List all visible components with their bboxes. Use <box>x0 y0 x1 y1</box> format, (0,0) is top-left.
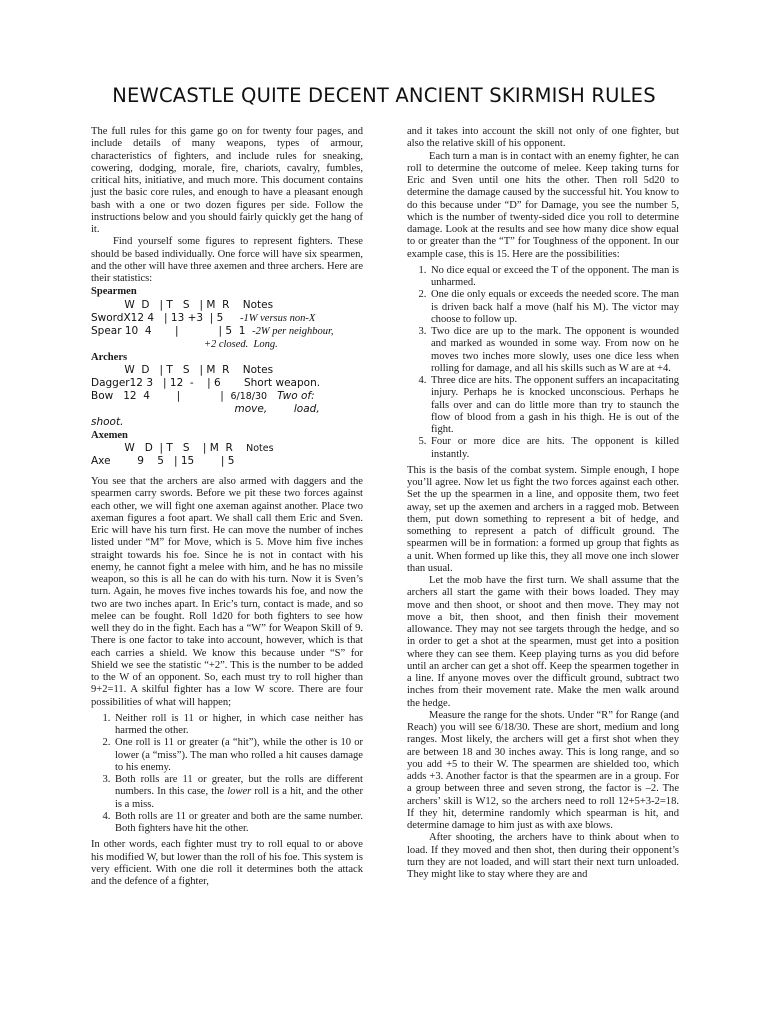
hit-possibilities-list <box>91 713 363 836</box>
intro-paragraph: The full rules for this game go on for twenty four pages, and include details of many weapons, types of armour, characteristics of fighters, and include rules for sneaking, cowering, dodging, morale, fire, chariots, cavalry, fumbles, critical hits, initiative, and much more. This document contains just the basic core rules, and enough to have a pleasant enough bash with a one or two dozen figures per side. Follow the instructions below and you should fairly quickly get the hang of it. <box>91 126 363 235</box>
continuation-paragraph: and it takes into account the skill not only of one fighter, but also the relative skill of his opponent. <box>407 126 679 150</box>
spearmen-stat-row-spear-cont <box>91 338 363 351</box>
spearmen-spear-note: -2W per neighbour, <box>252 325 334 337</box>
list-item: 2. One roll is 11 or greater (a “hit”), while the other is 10 or lower (a “miss”). The man who rolled a hit causes damage to his enemy. <box>113 737 363 774</box>
archers-stat-row-dagger: Dagger12 3 | 12 - | 6 Short weapon. <box>91 376 321 389</box>
range-paragraph: Measure the range for the shots. Under “R” for Range (and Reach) you will see 6/18/30. These are short, medium and long ranges. Most likely, the archers will get a first shot when they are between 18 and 30 inches away. This is long range, and so you add +5 to their W. The spearmen are shielded too, which adds +3. Another factor is that the spearmen are in a group. For a group between three and seven strong, the factor is –2. The archers’ skill is W12, so the archers need to roll 12+5+3-2=18. If they hit, determine randomly which spearman is hit, and determine damage to him just as with axe blows. <box>407 709 679 831</box>
axemen-heading: Axemen <box>91 429 128 441</box>
spearmen-heading: Spearmen <box>91 286 137 298</box>
archers-stat-row-bow <box>91 390 363 403</box>
spearmen-sword-note: -1W versus non-X <box>240 312 316 324</box>
damage-possibilities-list <box>407 265 679 461</box>
combat-system-paragraph: This is the basis of the combat system. Simple enough, I hope you’ll agree. Now let us fight the two forces against each other. Set the up the spearmen in a line, and opposite them, two feet away, set up the axemen and archers in a ragged mob. Between them, put down something to represent a bit of hedge, and something to represent a patch of difficult ground. The spearmen will be in formation: a formed up group that fights as a unit. When formed up like this, they all move one inch slower than usual. <box>407 464 679 574</box>
archers-bow-note: Two of: <box>267 389 315 402</box>
spearmen-stat-header: W D | T S | M R Notes <box>91 298 274 311</box>
list-item: 4. Three dice are hits. The opponent suffers an incapacitating injury. Perhaps he is knocked unconscious. Perhaps he falls over and can do little more than try to staunch the flow of blood from a gash in his thigh. He is out of the fight. <box>429 375 679 436</box>
right-column <box>407 126 679 881</box>
spearmen-sword-values: SwordX12 4 | 13 +3 | 5 <box>91 311 241 324</box>
archers-stat-header: W D | T S | M R Notes <box>91 363 274 376</box>
melee-example-paragraph: You see that the archers are also armed with daggers and the spearmen carry swords. Before we pit these two forces against each other, we will fight one axeman against another. Place two axeman figures a foot apart. We shall call them Eric and Sven. Eric will have his turn first. He can move the number of inches listed under “M” for Move, which is 5. Move him five inches straight towards his foe. Since he is not in contact with his enemy, he cannot fight a melee with him, and he has no missile weapon, so this is all he can do with his turn. Now it is Sven’s turn. Again, he moves five inches towards his foe, and now the two are two inches apart. In Eric’s turn, contact is made, and so melee can be fought. Roll 1d20 for both fighters to see how well they do in the fight. Each has a “W” for Weapon Skill of 9. There is one factor to take into account, however, which is that each carries a shield. We know this because under “S” for Shield we see the statistic “+2”. This is the number to be added to the W of an opponent. So, each must try to roll higher than 9+2=11. A skilful fighter has a low W score. There are four possibilities of what will happen; <box>91 476 363 708</box>
loading-paragraph: After shooting, the archers have to think about when to load. If they moved and then shot, then during their opponent’s turn they are not loaded, and will start their next turn unloaded. They might like to stay where they are and <box>407 832 679 880</box>
axemen-stat-row-axe: Axe 9 5 | 15 | 5 <box>91 455 235 467</box>
axemen-stat-header <box>91 442 363 455</box>
archers-bow-values: Bow 12 4 | | <box>91 389 231 402</box>
archers-heading: Archers <box>91 351 128 363</box>
spearmen-spear-note-cont: +2 closed. Long. <box>91 338 278 350</box>
list-item: 1. No dice equal or exceed the T of the opponent. The man is unharmed. <box>429 265 679 290</box>
left-column <box>91 126 363 888</box>
damage-paragraph: Each turn a man is in contact with an enemy fighter, he can roll to determine the outcome of melee. Keep taking turns for Eric and Sven until one hits the other. Then roll 5d20 to determine the damage caused by the successful hit. You know to do this because under “D” for Damage, you see the number 5, which is the number of twenty-sided dice you roll to determine damage. Look at the results and see how many dice show equal to or greater than the “T” for Toughness of the opponent. In our example case, this is 15. Here are the possibilities: <box>407 150 679 260</box>
list-item: 3. Two dice are up to the mark. The opponent is wounded and marked as wounded in some way. From now on he moves two inches more slowly, uses one dice less when rolling for damage, and all his skills such as W are at +4. <box>429 326 679 375</box>
spearmen-spear-values: Spear 10 4 | | 5 1 <box>91 324 253 337</box>
figures-paragraph: Find yourself some figures to represent fighters. These should be based individually. One force will have six spearmen, and the other will have three axemen and three archers. Here are their statistics: <box>91 236 363 284</box>
list-item <box>113 774 363 811</box>
spearmen-stat-row-sword <box>91 312 363 325</box>
list-item-text: Both rolls are 11 or greater, but the rolls are different numbers. In this case, the <box>115 774 363 798</box>
spearmen-stat-row-spear <box>91 325 363 338</box>
list-item-text-tail: roll is a hit, and the other is a miss. <box>115 786 363 810</box>
list-item: 1. Neither roll is 11 or higher, in which case neither has harmed the other. <box>113 713 363 738</box>
mob-turn-paragraph: Let the mob have the first turn. We shall assume that the archers all start the game with their bows loaded. They may move and then shoot, or shoot and then move. They may not move a bit, then shoot, and then finish their movement allowance. They may not see targets through the hedge, and so in order to get a shot at the spearmen, must get into a position where they can see them. Keep playing turns as you did before until an archer can get a shot off. Keep the spearmen together in a line. If anyone moves over the difficult ground, subtract two inches from their movement rate. Make the men walk around the hedge. <box>407 575 679 709</box>
archers-bow-note-cont2: shoot. <box>91 415 124 428</box>
archers-bow-range: 6/18/30 <box>230 390 268 402</box>
archers-stat-row-bow-cont2 <box>91 416 363 429</box>
axemen-header-cols: W D | T S | M R <box>91 442 247 454</box>
list-item: 2. One die only equals or exceeds the needed score. The man is driven back half a move (half his M). The victor may choose to follow up. <box>429 289 679 326</box>
archers-stat-row-bow-cont <box>91 403 363 416</box>
summary-paragraph: In other words, each fighter must try to roll equal to or above his modified W, but lower than the roll of his foe. This system is very efficient. With one die roll it determines both the attack and the defence of a fighter, <box>91 839 363 887</box>
axemen-header-notes: Notes <box>246 443 274 454</box>
list-item-emphasis: lower <box>227 786 252 798</box>
list-item: 4. Both rolls are 11 or greater and both are the same number. Both fighters have hit the other. <box>113 811 363 836</box>
archers-bow-note-cont: move, load, <box>91 402 320 415</box>
document-title: NEWCASTLE QUITE DECENT ANCIENT SKIRMISH RULES <box>112 84 656 107</box>
list-item: 5. Four or more dice are hits. The opponent is killed instantly. <box>429 436 679 461</box>
